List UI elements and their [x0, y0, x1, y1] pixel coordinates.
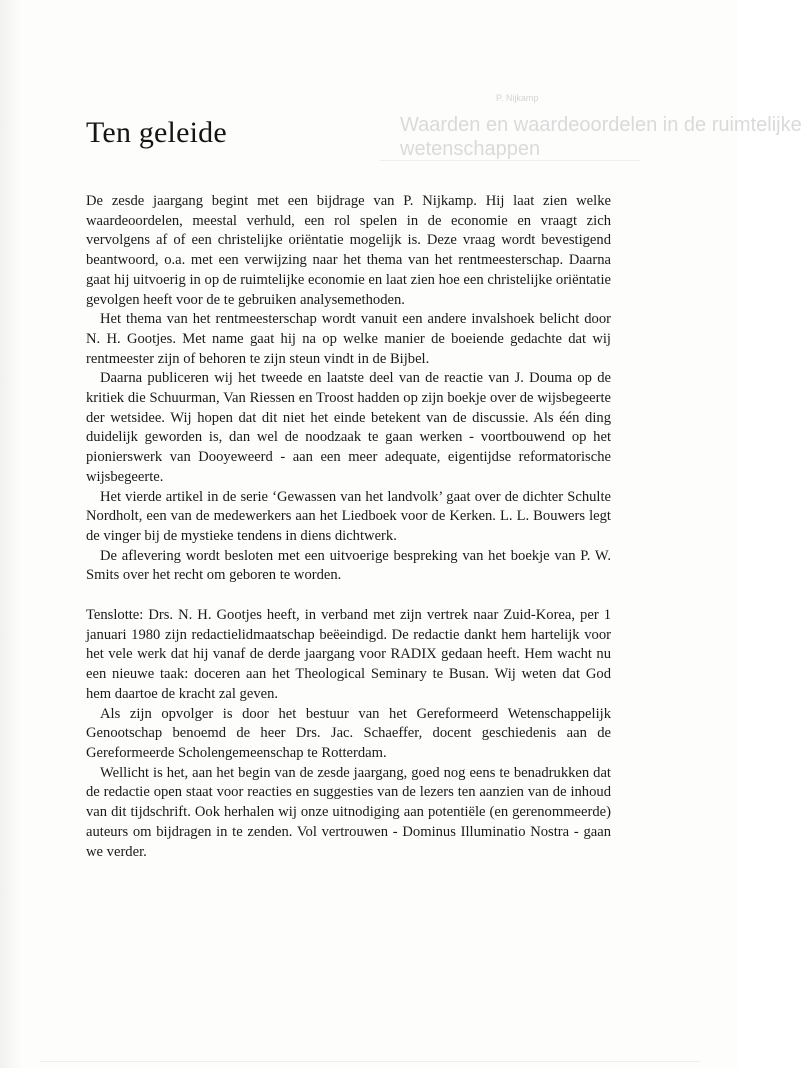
- paragraph: Wellicht is het, aan het begin van de zesde jaargang, goed nog eens te benadrukken dat de redactie open staat voor reacties en suggesties van de lezers ten aanzien van de inhoud van dit tijdschrift. Ook herhalen wij onze uitnodiging aan potentiële (en gerenommeerde) auteurs om bijdragen in te zenden. Vol vertrouwen - Dominus Illuminatio Nostra - gaan we verder.: [86, 764, 611, 860]
- paragraph: Daarna publiceren wij het tweede en laatste deel van de reactie van J. Douma op de kritiek die Schuurman, Van Riessen en Troost hadden op zijn boekje over de wijsbegeerte der wetsidee. Wij hopen dat dit niet het einde betekent van de discussie. Als één ding duidelijk geworden is, dan wel de noodzaak te gaan werken - voortbouwend op het pionierswerk van Dooyeweerd - aan een meer adequate, eigentijdse reformatorische wijsbegeerte.: [86, 370, 611, 485]
- paragraph: Tenslotte: Drs. N. H. Gootjes heeft, in verband met zijn vertrek naar Zuid-Korea, per 1 januari 1980 zijn redactielidmaatschap beëeindigd. De redactie dankt hem hartelijk voor het vele werk dat hij vanaf de derde jaargang voor RADIX gedaan heeft. Hem wacht nu een nieuwe taak: doceren aan het Theological Seminary te Busan. Wij weten dat God hem daartoe de kracht zal geven.: [86, 607, 611, 702]
- paragraph: De zesde jaargang begint met een bijdrage van P. Nijkamp. Hij laat zien welke waardeoordelen, meestal verhuld, een rol spelen in de economie en vraagt zich vervolgens af of een christelijke oriëntatie mogelijk is. Deze vraag wordt bevestigend beantwoord, o.a. met een verwijzing naar het thema van het rentmeesterschap. Daarna gaat hij uitvoerig in op de ruimtelijke economie en laat zien hoe een christelijke oriëntatie gevolgen heeft voor de te gebruiken analysemethoden.: [86, 193, 611, 308]
- paragraph: Als zijn opvolger is door het bestuur van het Gereformeerd Wetenschappelijk Genootschap benoemd de heer Drs. Jac. Schaeffer, docent geschiedenis aan de Gereformeerde Scholengemeenschap te Rotterdam.: [86, 705, 611, 761]
- paragraph: Het vierde artikel in de serie ‘Gewassen van het landvolk’ gaat over de dichter Schulte Nordholt, een van de medewerkers aan het Liedboek voor de Kerken. L. L. Bouwers legt de vinger bij de mystieke tendens in diens dichtwerk.: [86, 488, 611, 544]
- paragraph: Het thema van het rentmeesterschap wordt vanuit een andere invalshoek belicht door N. H. Gootjes. Met name gaat hij na op welke manier de boeiende gedachte dat wij rentmeester zijn of behoren te zijn steun vindt in de Bijbel.: [86, 311, 611, 367]
- show-through-heading: [400, 113, 802, 161]
- section-divider-space: [86, 586, 611, 606]
- show-through-rule: [380, 160, 640, 161]
- show-through-label: P. Nijkamp: [496, 93, 539, 103]
- page-shadow-edge: [0, 0, 22, 1068]
- show-through-heading-line-1: Waarden en waardeoordelen in de ruimtelijke: [400, 114, 802, 136]
- paragraph: De aflevering wordt besloten met een uitvoerige bespreking van het boekje van P. W. Smits over het recht om geboren te worden.: [86, 547, 611, 584]
- page-title: Ten geleide: [86, 116, 227, 149]
- page-bottom-edge: [40, 1061, 700, 1062]
- show-through-heading-line-2: wetenschappen: [400, 138, 541, 160]
- article-body: [86, 192, 611, 862]
